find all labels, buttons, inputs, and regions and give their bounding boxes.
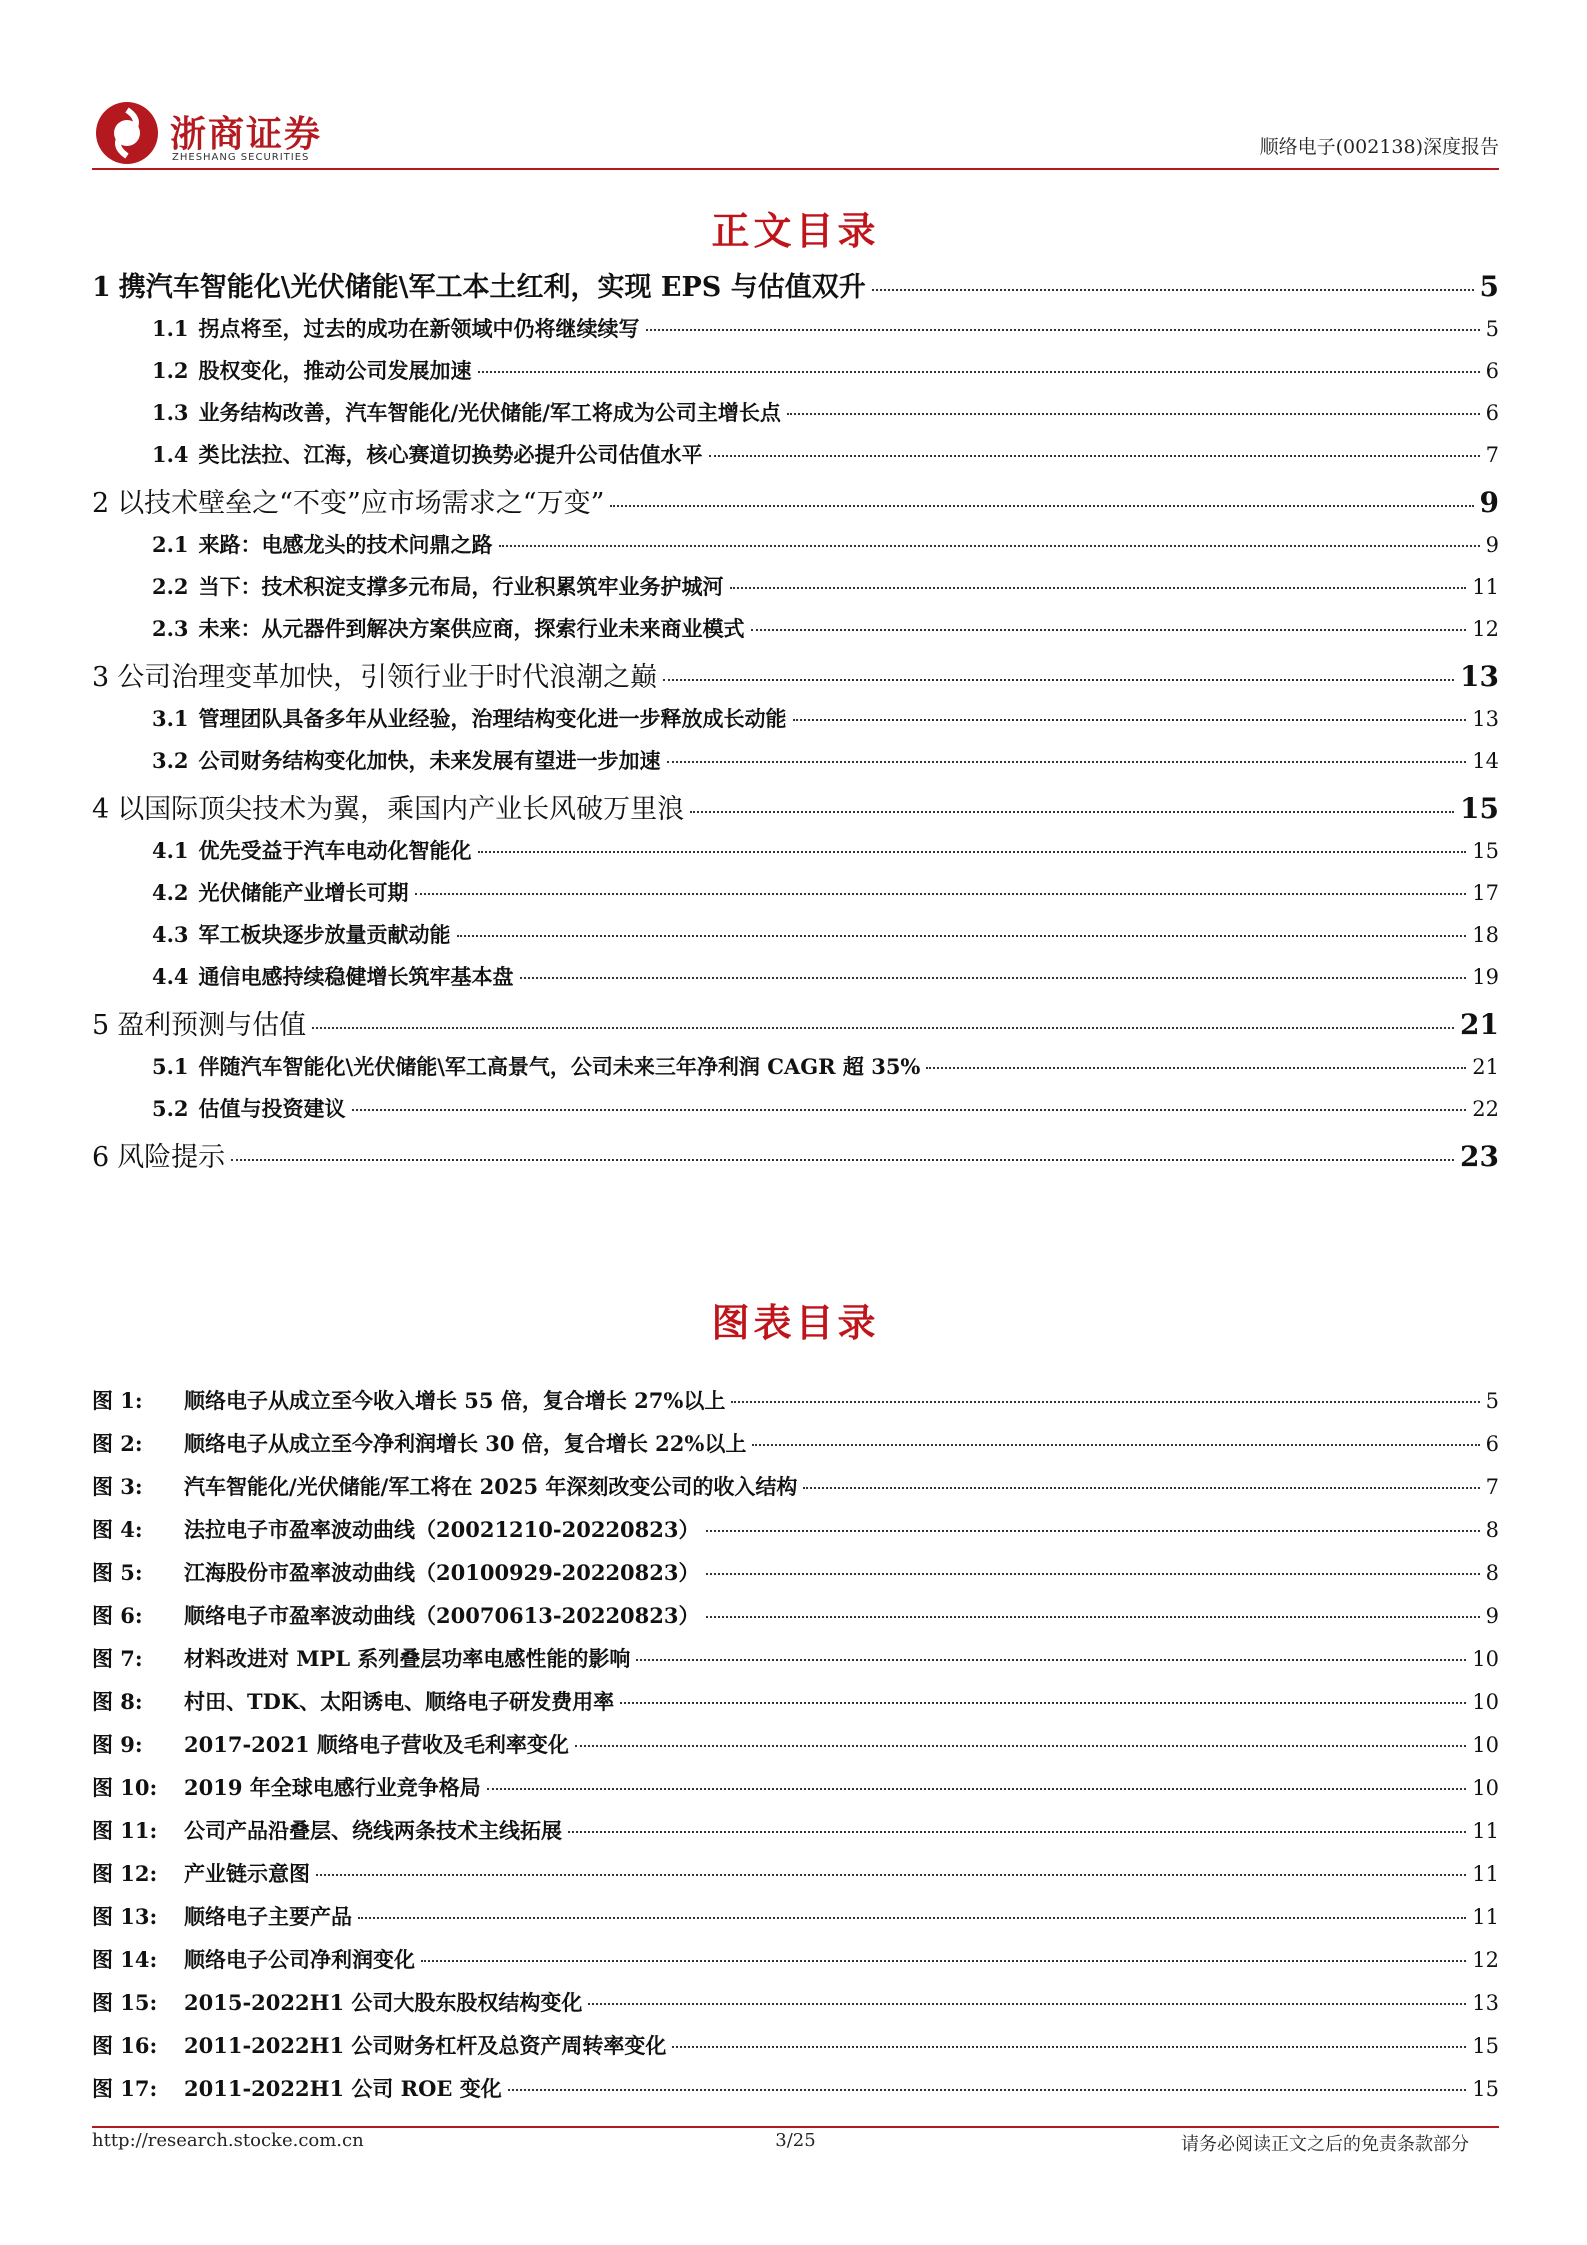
dot-leader (575, 1745, 1466, 1747)
entry-page-number: 9 (1485, 533, 1499, 557)
entry-page-number: 7 (1485, 1475, 1499, 1499)
footer-disclaimer: 请务必阅读正文之后的免责条款部分 (1181, 2134, 1469, 2155)
dot-leader (706, 1616, 1480, 1618)
figure-entry[interactable] (92, 1428, 1499, 1471)
entry-number: 2.3 (152, 616, 189, 641)
entry-number: 图 17: (92, 2076, 158, 2101)
entry-title: 风险提示 (117, 1142, 226, 1173)
entry-number: 图 3: (92, 1474, 143, 1499)
entry-number: 1 (92, 272, 111, 303)
toc-chapter-entry[interactable] (92, 265, 1499, 313)
dot-leader (663, 679, 1454, 681)
dot-leader (620, 1702, 1466, 1704)
entry-page-number: 6 (1485, 1432, 1499, 1456)
toc-section-entry[interactable] (92, 961, 1499, 1003)
dot-leader (751, 629, 1467, 631)
entry-title: 股权变化，推动公司发展加速 (198, 358, 472, 383)
toc-section-entry[interactable] (92, 529, 1499, 571)
entry-title: 携汽车智能化\光伏储能\军工本土红利，实现 EPS 与估值双升 (118, 272, 866, 303)
entry-number: 1.1 (152, 316, 189, 341)
entry-number: 图 10: (92, 1775, 158, 1800)
figure-entry[interactable] (92, 1858, 1499, 1901)
entry-title: 产业链示意图 (184, 1861, 310, 1886)
entry-title: 以技术壁垒之“不变”应市场需求之“万变” (117, 488, 605, 519)
dot-leader (690, 811, 1454, 813)
entry-page-number: 21 (1472, 1055, 1499, 1079)
toc-section-entry[interactable] (92, 919, 1499, 961)
entry-page-number: 10 (1472, 1647, 1499, 1671)
dot-leader (706, 1530, 1480, 1532)
entry-number: 1.3 (152, 400, 189, 425)
table-of-contents (92, 265, 1499, 1183)
entry-number: 图 9: (92, 1732, 143, 1757)
dot-leader (667, 761, 1467, 763)
entry-title: 2015-2022H1 公司大股东股权结构变化 (184, 1990, 583, 2015)
entry-number: 3 (92, 662, 110, 693)
entry-page-number: 15 (1472, 839, 1499, 863)
entry-title: 未来：从元器件到解决方案供应商，探索行业未来商业模式 (198, 616, 745, 641)
entry-title: 2011-2022H1 公司财务杠杆及总资产周转率变化 (184, 2033, 667, 2058)
entry-number: 图 11: (92, 1818, 158, 1843)
entry-number: 图 7: (92, 1646, 143, 1671)
entry-page-number: 18 (1472, 923, 1499, 947)
figure-list (92, 1385, 1499, 2116)
entry-title: 光伏储能产业增长可期 (198, 880, 409, 905)
entry-title: 来路：电感龙头的技术问鼎之路 (198, 532, 493, 557)
dot-leader (709, 455, 1480, 457)
toc-chapter-entry[interactable] (92, 655, 1499, 703)
entry-number: 图 2: (92, 1431, 143, 1456)
entry-page-number: 17 (1472, 881, 1499, 905)
entry-number: 图 6: (92, 1603, 143, 1628)
entry-number: 图 4: (92, 1517, 143, 1542)
dot-leader (478, 371, 1480, 373)
entry-title: 公司财务结构变化加快，未来发展有望进一步加速 (198, 748, 661, 773)
toc-section-entry[interactable] (92, 397, 1499, 439)
entry-title: 汽车智能化/光伏储能/军工将在 2025 年深刻改变公司的收入结构 (184, 1474, 798, 1499)
toc-section-entry[interactable] (92, 355, 1499, 397)
entry-page-number: 21 (1460, 1008, 1499, 1041)
entry-number: 4 (92, 794, 110, 825)
dot-leader (730, 587, 1467, 589)
entry-title: 顺络电子从成立至今净利润增长 30 倍，复合增长 22%以上 (184, 1431, 747, 1456)
header-divider (92, 168, 1499, 170)
logo-text: 浙商证券 (170, 114, 323, 155)
dot-leader (588, 2003, 1466, 2005)
dot-leader (421, 1960, 1466, 1962)
entry-title: 伴随汽车智能化\光伏储能\军工高景气，公司未来三年净利润 CAGR 超 35% (198, 1054, 921, 1079)
entry-number: 2 (92, 488, 110, 519)
dot-leader (646, 329, 1480, 331)
entry-title: 业务结构改善，汽车智能化/光伏储能/军工将成为公司主增长点 (198, 400, 781, 425)
entry-number: 图 5: (92, 1560, 143, 1585)
entry-title: 2011-2022H1 公司 ROE 变化 (184, 2076, 502, 2101)
dot-leader (803, 1487, 1479, 1489)
toc-title: 正文目录 (711, 208, 880, 253)
figure-entry[interactable] (92, 1815, 1499, 1858)
toc-section-entry[interactable] (92, 703, 1499, 745)
entry-title: 通信电感持续稳健增长筑牢基本盘 (198, 964, 514, 989)
dot-leader (457, 935, 1467, 937)
entry-title: 管理团队具备多年从业经验，治理结构变化进一步释放成长动能 (198, 706, 787, 731)
entry-page-number: 6 (1485, 401, 1499, 425)
entry-number: 图 16: (92, 2033, 158, 2058)
entry-page-number: 13 (1472, 707, 1499, 731)
toc-section-entry[interactable] (92, 835, 1499, 877)
figure-entry[interactable] (92, 1729, 1499, 1772)
entry-number: 5.2 (152, 1096, 189, 1121)
entry-page-number: 8 (1485, 1518, 1499, 1542)
dot-leader (415, 893, 1467, 895)
entry-page-number: 13 (1460, 660, 1499, 693)
company-logo (92, 96, 432, 170)
entry-page-number: 19 (1472, 965, 1499, 989)
entry-title: 拐点将至，过去的成功在新领域中仍将继续续写 (198, 316, 640, 341)
toc-chapter-entry[interactable] (92, 787, 1499, 835)
entry-page-number: 8 (1485, 1561, 1499, 1585)
toc-section-entry[interactable] (92, 439, 1499, 481)
entry-number: 图 12: (92, 1861, 158, 1886)
page-header (92, 96, 1499, 170)
dot-leader (316, 1874, 1466, 1876)
entry-number: 4.3 (152, 922, 189, 947)
toc-section-entry[interactable] (92, 877, 1499, 919)
entry-number: 1.2 (152, 358, 189, 383)
entry-page-number: 13 (1472, 1991, 1499, 2015)
figure-entry[interactable] (92, 1385, 1499, 1428)
entry-page-number: 5 (1485, 317, 1499, 341)
entry-title: 类比法拉、江海，核心赛道切换势必提升公司估值水平 (198, 442, 703, 467)
entry-number: 图 15: (92, 1990, 158, 2015)
figure-entry[interactable] (92, 1944, 1499, 1987)
figure-entry[interactable] (92, 1772, 1499, 1815)
figure-entry[interactable] (92, 2073, 1499, 2116)
entry-page-number: 14 (1472, 749, 1499, 773)
entry-page-number: 11 (1472, 1819, 1499, 1843)
entry-title: 公司治理变革加快，引领行业于时代浪潮之巅 (117, 662, 658, 693)
toc-section-entry[interactable] (92, 1051, 1499, 1093)
dot-leader (231, 1159, 1454, 1161)
entry-page-number: 23 (1460, 1140, 1499, 1173)
entry-title: 法拉电子市盈率波动曲线（20021210-20220823） (184, 1517, 700, 1542)
footer-page-number: 3/25 (775, 2130, 816, 2151)
entry-title: 顺络电子公司净利润变化 (184, 1947, 415, 1972)
entry-page-number: 11 (1472, 1905, 1499, 1929)
dot-leader (787, 413, 1480, 415)
entry-number: 图 14: (92, 1947, 158, 1972)
figure-entry[interactable] (92, 1471, 1499, 1514)
dot-leader (487, 1788, 1467, 1790)
entry-title: 顺络电子从成立至今收入增长 55 倍，复合增长 27%以上 (184, 1388, 726, 1413)
dot-leader (312, 1027, 1454, 1029)
toc-section-entry[interactable] (92, 613, 1499, 655)
dot-leader (731, 1401, 1479, 1403)
entry-title: 估值与投资建议 (198, 1096, 346, 1121)
entry-page-number: 11 (1472, 1862, 1499, 1886)
figure-entry[interactable] (92, 1557, 1499, 1600)
entry-page-number: 12 (1472, 617, 1499, 641)
entry-page-number: 10 (1472, 1776, 1499, 1800)
entry-page-number: 5 (1479, 270, 1499, 303)
logo-subtitle: ZHESHANG SECURITIES (172, 152, 310, 163)
dot-leader (508, 2089, 1467, 2091)
entry-number: 1.4 (152, 442, 189, 467)
entry-title: 以国际顶尖技术为翼，乘国内产业长风破万里浪 (117, 794, 685, 825)
figure-entry[interactable] (92, 1987, 1499, 2030)
entry-page-number: 9 (1479, 486, 1499, 519)
figure-entry[interactable] (92, 1686, 1499, 1729)
entry-title: 当下：技术积淀支撑多元布局，行业积累筑牢业务护城河 (198, 574, 724, 599)
entry-number: 6 (92, 1142, 110, 1173)
entry-number: 图 8: (92, 1689, 143, 1714)
entry-number: 图 1: (92, 1388, 143, 1413)
dot-leader (926, 1067, 1466, 1069)
toc-section-entry[interactable] (92, 745, 1499, 787)
entry-title: 公司产品沿叠层、绕线两条技术主线拓展 (184, 1818, 562, 1843)
footer-divider (92, 2126, 1499, 2128)
toc-section-entry[interactable] (92, 571, 1499, 613)
dot-leader (568, 1831, 1466, 1833)
entry-page-number: 15 (1472, 2034, 1499, 2058)
dot-leader (478, 851, 1467, 853)
dot-leader (352, 1109, 1467, 1111)
toc-section-entry[interactable] (92, 313, 1499, 355)
entry-number: 5 (92, 1010, 110, 1041)
dot-leader (358, 1917, 1466, 1919)
entry-title: 江海股份市盈率波动曲线（20100929-20220823） (184, 1560, 700, 1585)
dot-leader (636, 1659, 1466, 1661)
entry-page-number: 10 (1472, 1690, 1499, 1714)
entry-title: 盈利预测与估值 (117, 1010, 307, 1041)
entry-title: 军工板块逐步放量贡献动能 (198, 922, 451, 947)
entry-page-number: 6 (1485, 359, 1499, 383)
footer-url[interactable]: http://research.stocke.com.cn (92, 2130, 364, 2151)
entry-number: 3.1 (152, 706, 189, 731)
figure-entry[interactable] (92, 2030, 1499, 2073)
entry-title: 顺络电子主要产品 (184, 1904, 352, 1929)
toc-chapter-entry[interactable] (92, 1135, 1499, 1183)
entry-number: 4.4 (152, 964, 189, 989)
toc-chapter-entry[interactable] (92, 1003, 1499, 1051)
entry-page-number: 15 (1460, 792, 1499, 825)
entry-number: 2.1 (152, 532, 189, 557)
entry-page-number: 7 (1485, 443, 1499, 467)
zheshang-logo-icon (92, 98, 162, 168)
dot-leader (672, 2046, 1466, 2048)
report-title: 顺络电子(002138)深度报告 (1259, 136, 1499, 158)
entry-page-number: 10 (1472, 1733, 1499, 1757)
entry-title: 村田、TDK、太阳诱电、顺络电子研发费用率 (184, 1689, 615, 1714)
entry-title: 2017-2021 顺络电子营收及毛利率变化 (184, 1732, 569, 1757)
figure-list-title: 图表目录 (711, 1300, 880, 1345)
page-footer (92, 2130, 1499, 2160)
entry-page-number: 11 (1472, 575, 1499, 599)
entry-page-number: 12 (1472, 1948, 1499, 1972)
entry-title: 优先受益于汽车电动化智能化 (198, 838, 472, 863)
dot-leader (520, 977, 1467, 979)
entry-title: 顺络电子市盈率波动曲线（20070613-20220823） (184, 1603, 700, 1628)
dot-leader (793, 719, 1467, 721)
dot-leader (610, 505, 1473, 507)
entry-title: 2019 年全球电感行业竞争格局 (184, 1775, 481, 1800)
dot-leader (706, 1573, 1480, 1575)
figure-entry[interactable] (92, 1514, 1499, 1557)
entry-number: 3.2 (152, 748, 189, 773)
toc-chapter-entry[interactable] (92, 481, 1499, 529)
entry-page-number: 9 (1485, 1604, 1499, 1628)
entry-number: 图 13: (92, 1904, 158, 1929)
dot-leader (499, 545, 1480, 547)
entry-page-number: 15 (1472, 2077, 1499, 2101)
dot-leader (752, 1444, 1479, 1446)
dot-leader (872, 289, 1474, 291)
entry-page-number: 5 (1485, 1389, 1499, 1413)
figure-entry[interactable] (92, 1901, 1499, 1944)
toc-section-entry[interactable] (92, 1093, 1499, 1135)
entry-page-number: 22 (1472, 1097, 1499, 1121)
figure-entry[interactable] (92, 1643, 1499, 1686)
entry-number: 4.2 (152, 880, 189, 905)
entry-number: 4.1 (152, 838, 189, 863)
entry-number: 5.1 (152, 1054, 189, 1079)
entry-title: 材料改进对 MPL 系列叠层功率电感性能的影响 (184, 1646, 631, 1671)
entry-number: 2.2 (152, 574, 189, 599)
figure-entry[interactable] (92, 1600, 1499, 1643)
